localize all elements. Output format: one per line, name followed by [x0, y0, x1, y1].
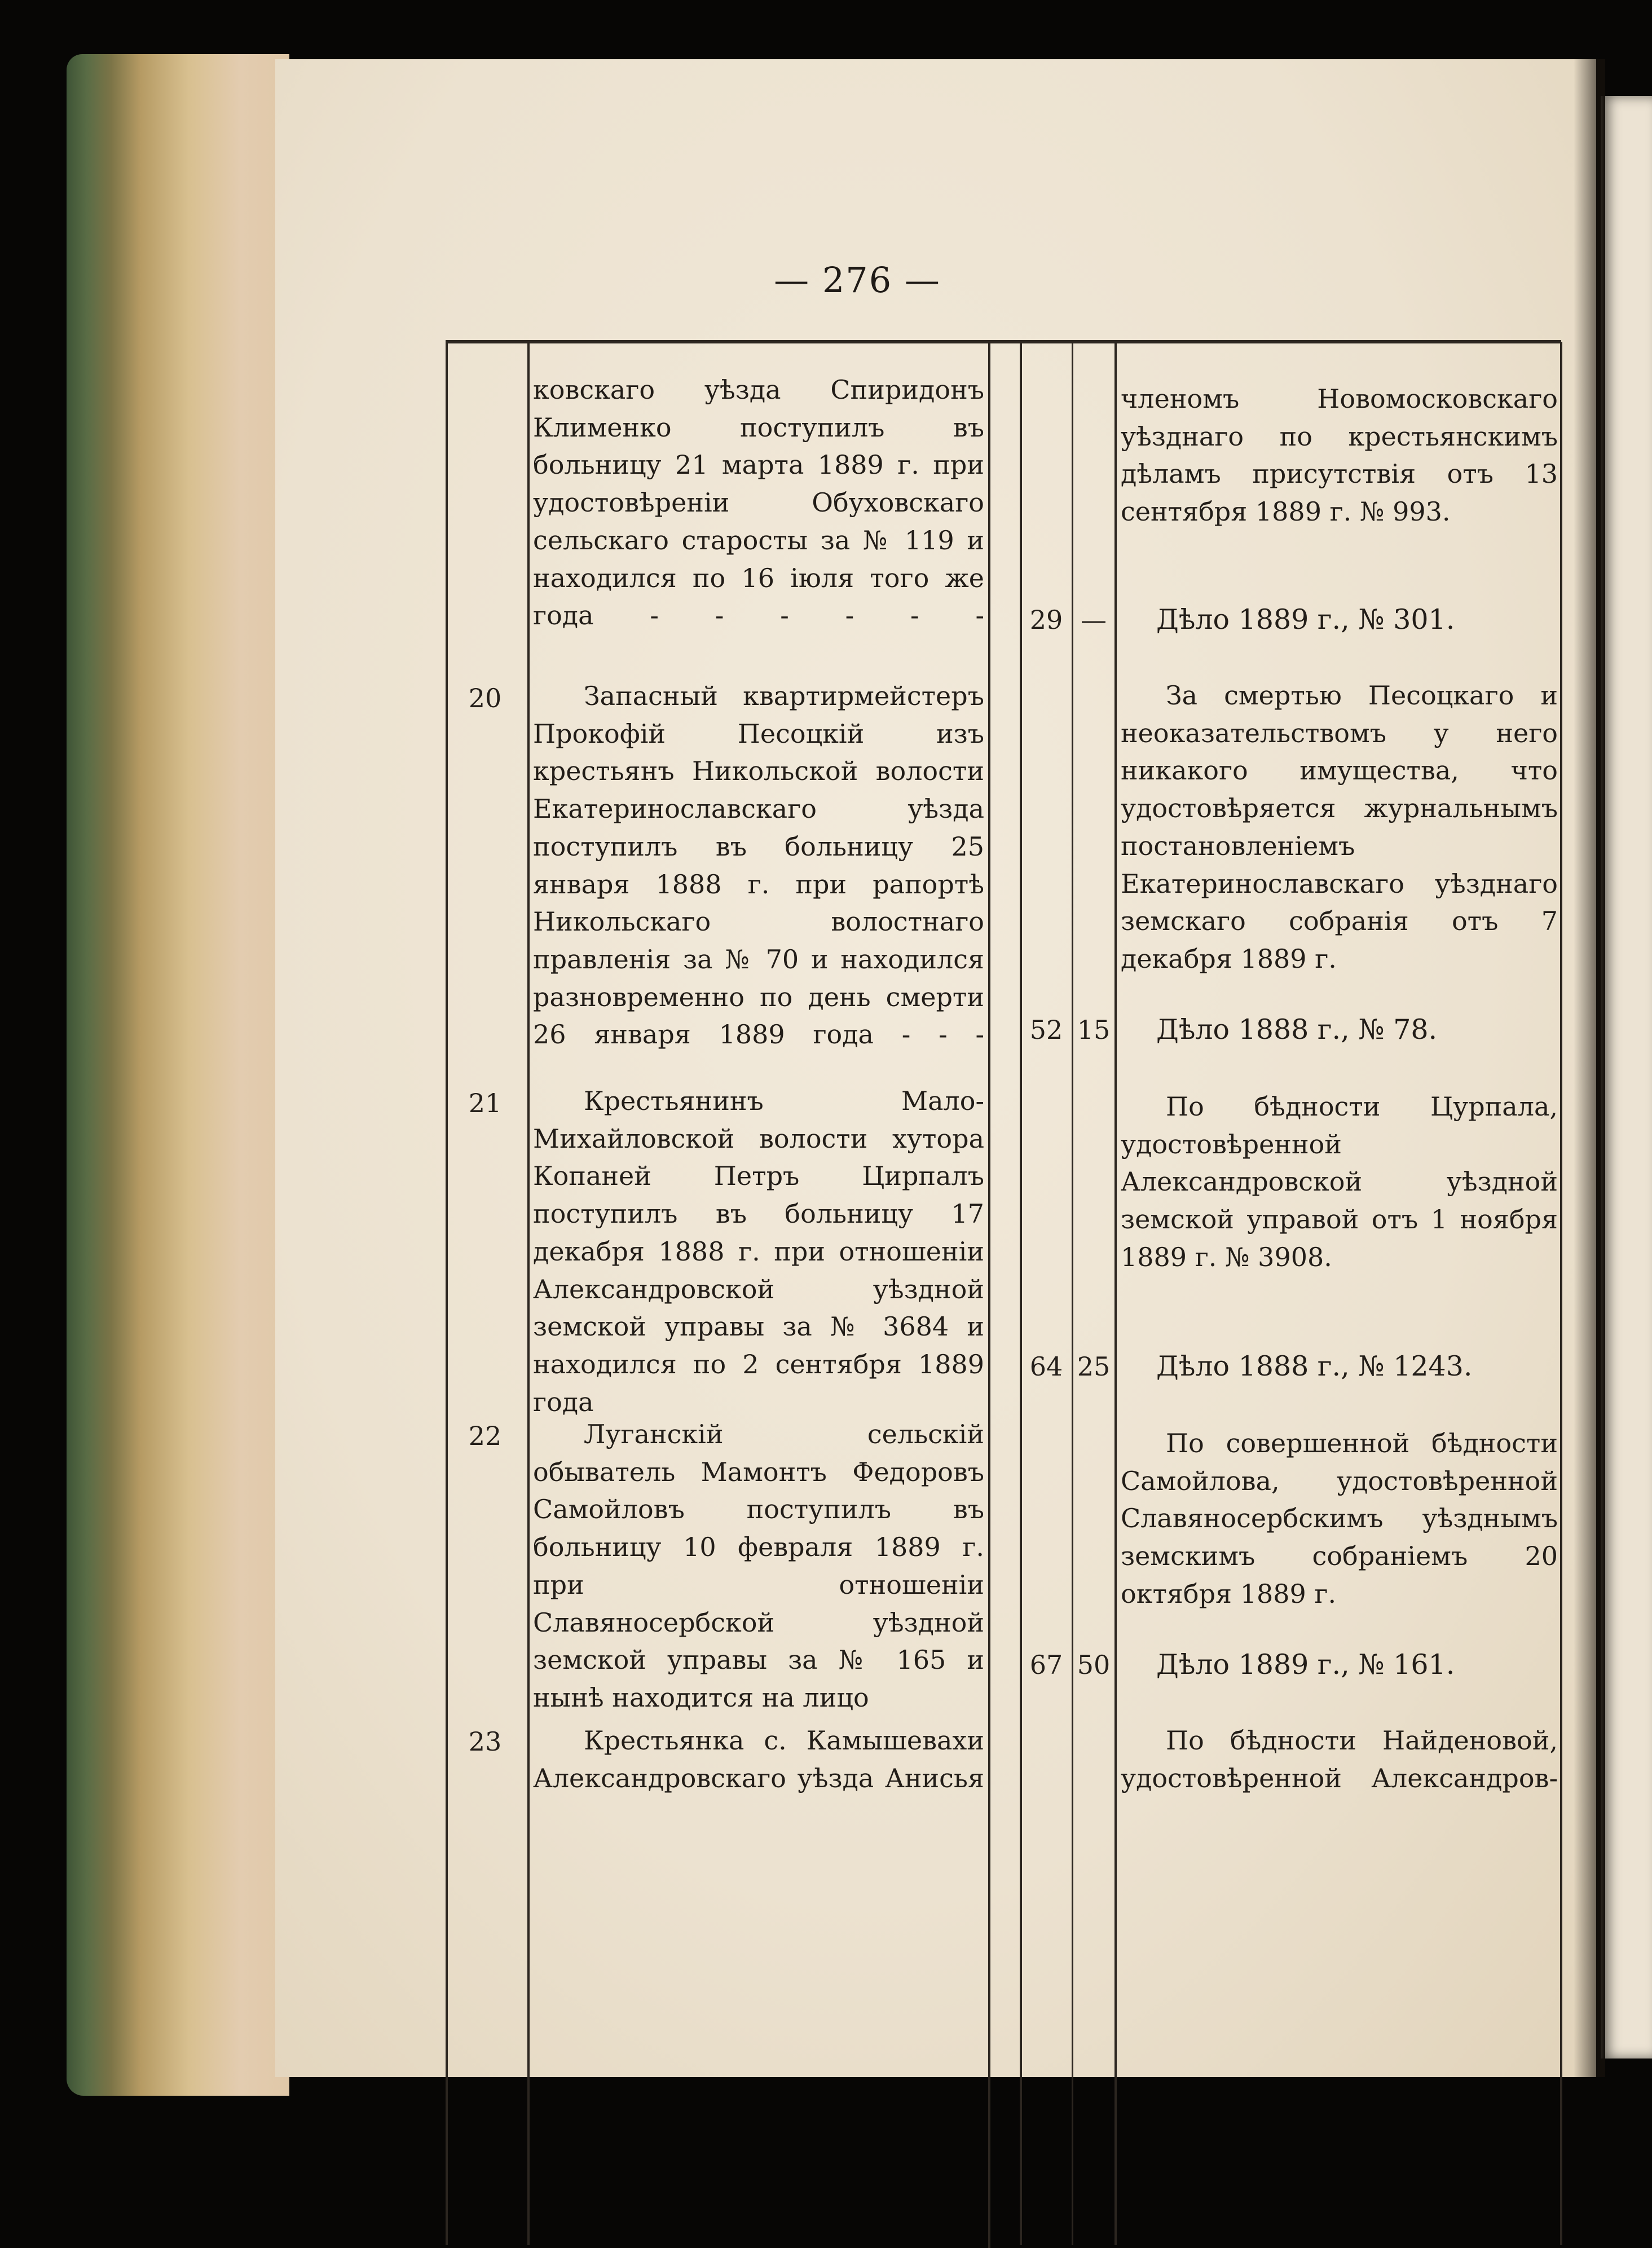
- table-top-rule: [446, 340, 1561, 343]
- entry-number: 22: [468, 1421, 502, 1451]
- left-entry: ковскаго уѣзда Спиридонъ Клименко поступилъ въ больницу 21 марта 1889 г. при удостовѣреніи Обуховскаго сельскаго старосты за № 119 и находился по 16 іюля того же года - - - - - -: [533, 374, 984, 631]
- ledger-number: 67: [1029, 1650, 1063, 1680]
- case-heading: Дѣло 1889 г., № 301.: [1156, 603, 1455, 636]
- page-gutter-shadow: [1574, 59, 1605, 2077]
- right-entry-text: За смертью Песоцкаго и неоказательствомъ у него никакого имущества, что удостовѣряется журнальнымъ постановленіемъ Екатеринославскаго уѣзднаго земскаго собранія отъ 7 декабря 1889 г.: [1121, 680, 1558, 974]
- right-entry-text: По бѣдности Найденовой, удостовѣренной Александров-: [1121, 1725, 1558, 1793]
- left-entry: Крестьянинъ Мало-Михайловской волости хутора Копаней Петръ Цирпалъ поступилъ въ больницу 17 декабря 1888 г. при отношеніи Александровской уѣздной земской управы за № 3684 и находился по 2 сентября 1889 года: [533, 1086, 984, 1417]
- left-entry: Запасный квартирмейстеръ Прокофій Песоцкій изъ крестьянъ Никольской волости Екатеринославскаго уѣзда поступилъ въ больницу 25 января 1888 г. при рапортѣ Никольскаго волостнаго правленія за № 70 и находился разновременно по день смерти 26 января 1889 года - - -: [533, 681, 984, 1050]
- page-number: — 276 —: [774, 259, 941, 301]
- case-heading: Дѣло 1888 г., № 1243.: [1156, 1350, 1473, 1382]
- column-rule: [1560, 342, 1562, 2245]
- ledger-number: 50: [1077, 1650, 1111, 1680]
- right-entry-text: По бѣдности Цурпала, удостовѣренной Александровской уѣздной земской управой отъ 1 ноября 1889 г. № 3908.: [1121, 1091, 1558, 1272]
- entry-number: 21: [468, 1088, 502, 1118]
- entry-number: 23: [468, 1726, 502, 1757]
- right-entry-text: По совершенной бѣдности Самойлова, удостовѣренной Славяносербскимъ уѣзднымъ земскимъ собраніемъ 20 октября 1889 г.: [1121, 1428, 1558, 1609]
- ledger-number: 15: [1077, 1015, 1111, 1045]
- column-rule: [527, 342, 530, 2245]
- left-entry: Крестьянка с. Камышевахи Александровскаго уѣзда Анисья: [533, 1725, 984, 1793]
- right-entry-text: членомъ Новомосковскаго уѣзднаго по крестьянскимъ дѣламъ присутствія отъ 13 сентября 1889 г. № 993.: [1121, 384, 1558, 527]
- case-heading: Дѣло 1889 г., № 161.: [1156, 1648, 1455, 1681]
- ledger-number: 52: [1029, 1015, 1063, 1045]
- ledger-number: 25: [1077, 1351, 1111, 1382]
- book-edge: [67, 54, 289, 2096]
- ledger-number: —: [1081, 605, 1107, 635]
- ledger-number: 29: [1029, 605, 1063, 635]
- next-page-edge: [1601, 96, 1652, 2059]
- ledger-number: 64: [1029, 1351, 1063, 1382]
- column-rule: [1114, 342, 1117, 2245]
- entry-number: 20: [468, 683, 502, 713]
- column-rule: [446, 342, 448, 2245]
- left-entry: Луганскій сельскій обыватель Мамонтъ Федоровъ Самойловъ поступилъ въ больницу 10 февраля 1889 г. при отношеніи Славяносербской уѣздной земской управы за № 165 и нынѣ находится на лицо: [533, 1419, 984, 1713]
- column-rule: [988, 342, 990, 2248]
- column-rule: [1072, 342, 1073, 2245]
- case-heading: Дѣло 1888 г., № 78.: [1156, 1013, 1438, 1046]
